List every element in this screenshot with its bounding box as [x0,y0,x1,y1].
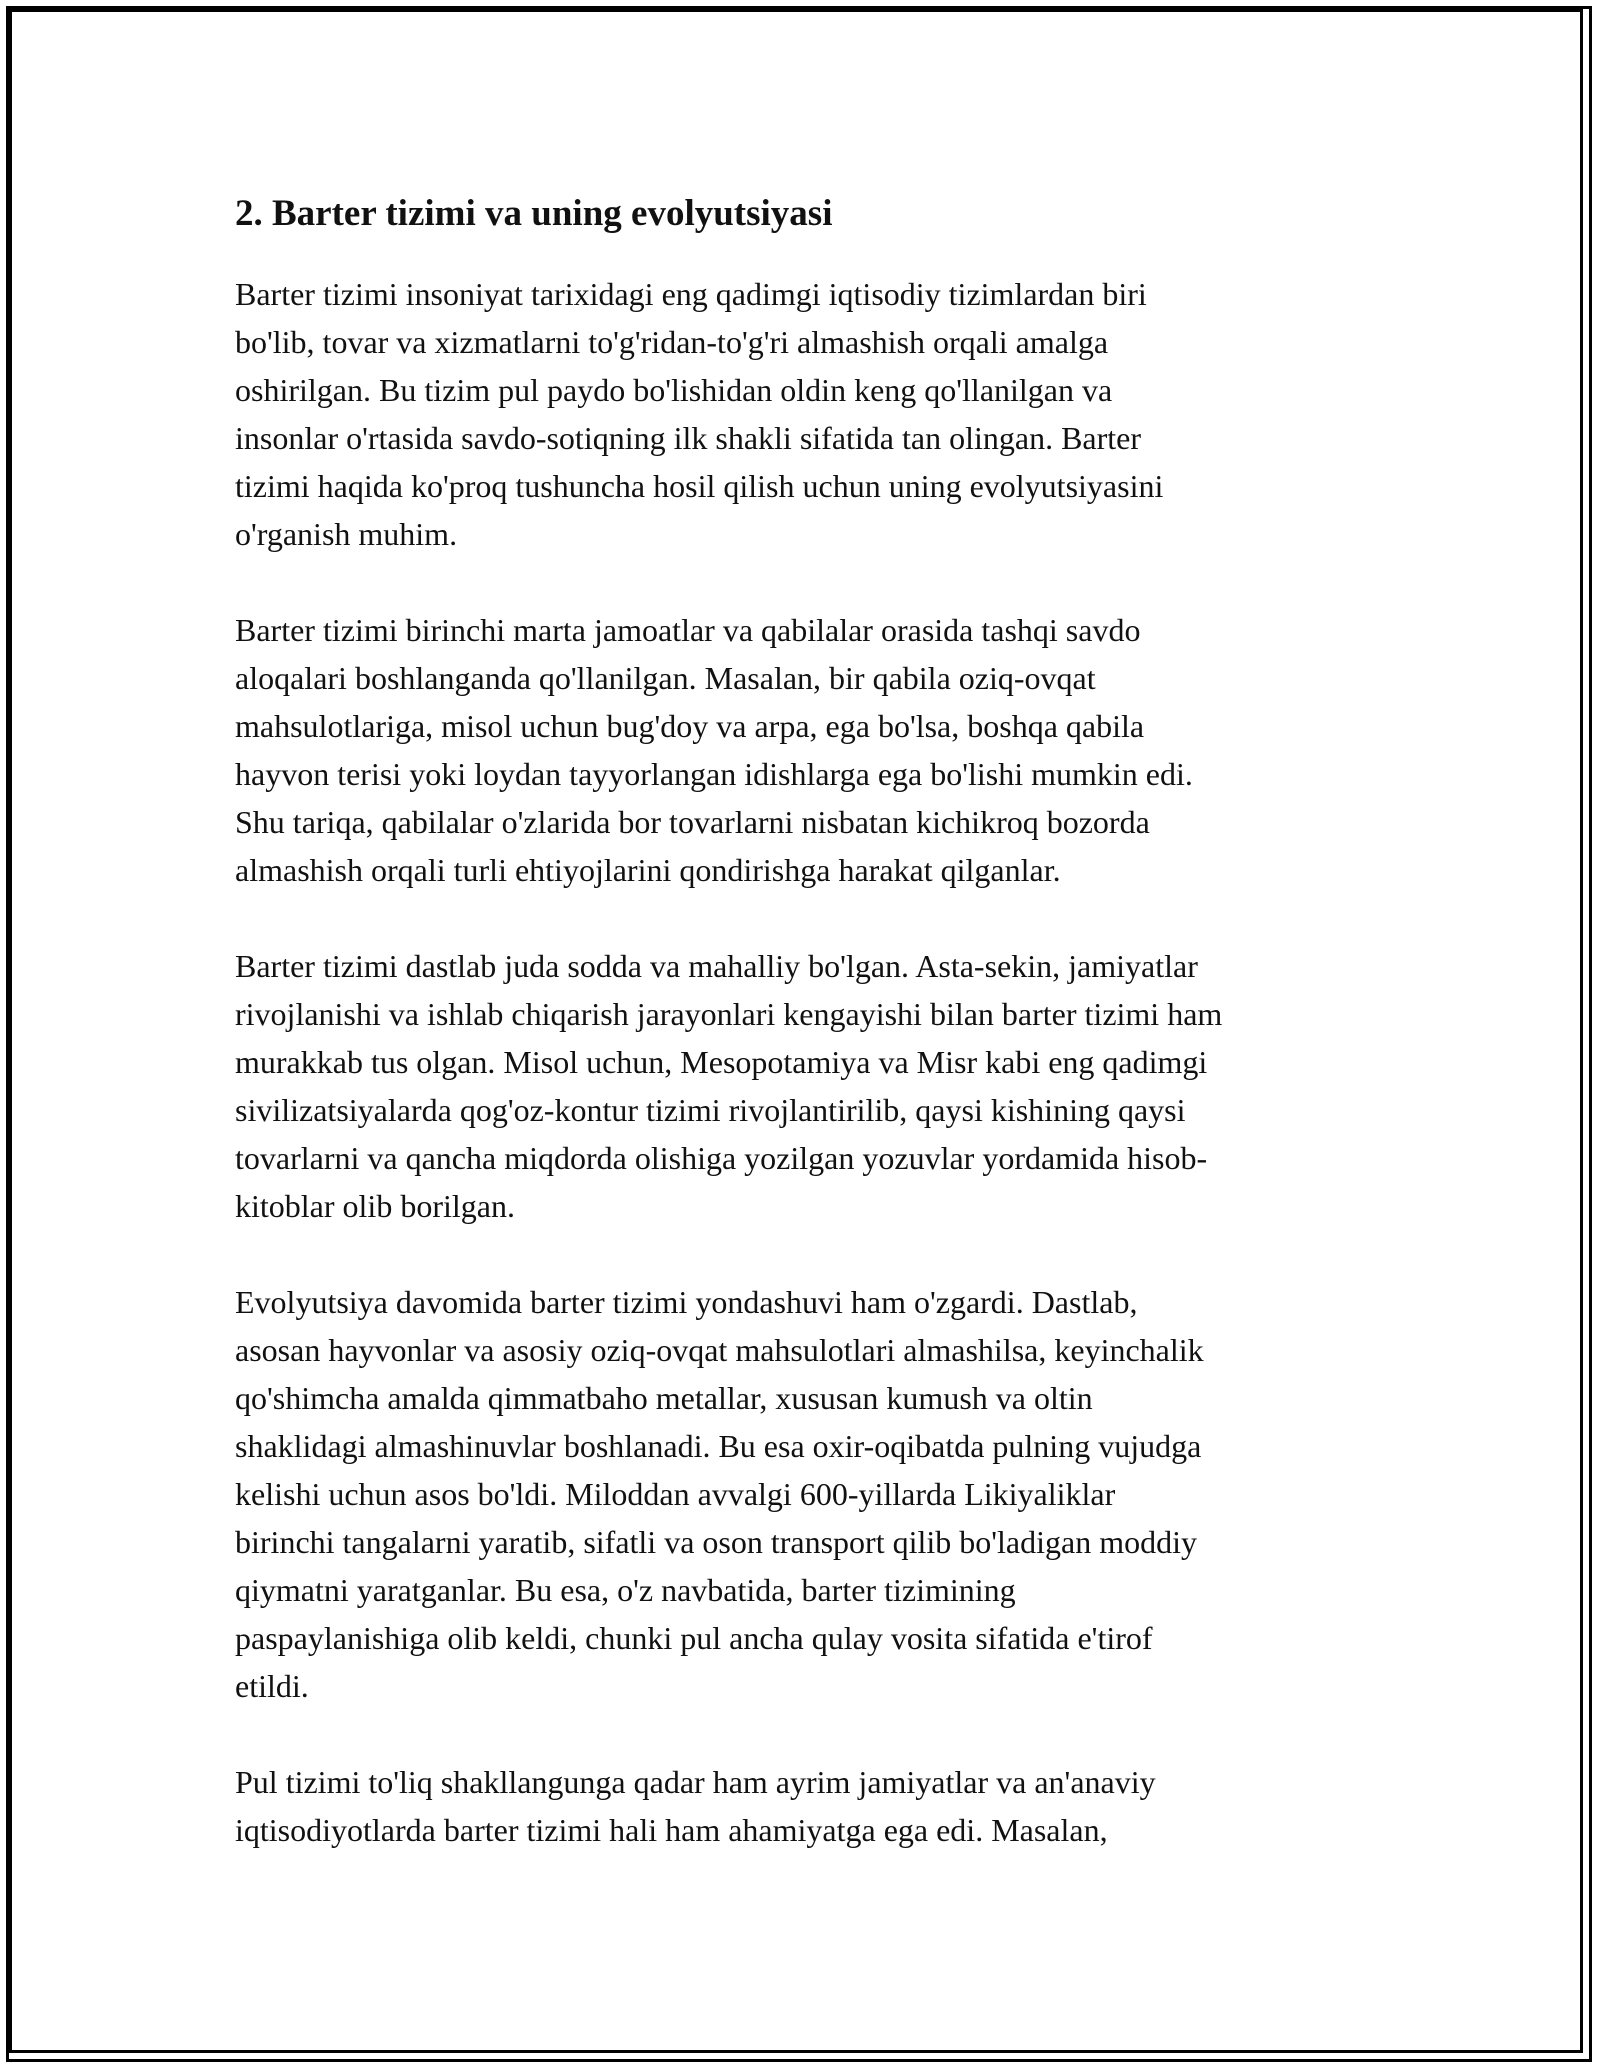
paragraph-4: Evolyutsiya davomida barter tizimi yondashuvi ham o'zgardi. Dastlab, asosan hayvonlar va asosiy oziq-ovqat mahsulotlari almashilsa, keyinchalik qo'shimcha amalda qimmatbaho metallar, xususan kumush va oltin shaklidagi almashinuvlar boshlanadi. Bu esa oxir-oqibatda pulning vujudga kelishi uchun asos bo'ldi. Miloddan avvalgi 600-yillarda Likiyaliklar birinchi tangalarni yaratib, sifatli va oson transport qilib bo'ladigan moddiy qiymatni yaratganlar. Bu esa, o'z navbatida, barter tizimining paspaylanishiga olib keldi, chunki pul ancha qulay vosita sifatida e'tirof etildi. [235,1284,1204,1704]
paragraph-3: Barter tizimi dastlab juda sodda va mahalliy bo'lgan. Asta-sekin, jamiyatlar rivojlanishi va ishlab chiqarish jarayonlari kengayishi bilan barter tizimi ham murakkab tus olgan. Misol uchun, Mesopotamiya va Misr kabi eng qadimgi sivilizatsiyalarda qog'oz-kontur tizimi rivojlantirilib, qaysi kishining qaysi tovarlarni va qancha miqdorda olishiga yozilgan yozuvlar yordamida hisob- kitoblar olib borilgan. [235,948,1223,1224]
section-title: 2. Barter tizimi va uning evolyutsiyasi [235,193,833,234]
paragraph-5: Pul tizimi to'liq shakllangunga qadar ham ayrim jamiyatlar va an'anaviy iqtisodiyotlarda barter tizimi hali ham ahamiyatga ega edi. Masalan, [235,1764,1156,1848]
paragraph-1: Barter tizimi insoniyat tarixidagi eng qadimgi iqtisodiy tizimlardan biri bo'lib, tovar va xizmatlarni to'g'ridan-to'g'ri almashish orqali amalga oshirilgan. Bu tizim pul paydo bo'lishidan oldin keng qo'llanilgan va insonlar o'rtasida savdo-sotiqning ilk shakli sifatida tan olingan. Barter tizimi haqida ko'proq tushuncha hosil qilish uchun uning evolyutsiyasini o'rganish muhim. [235,276,1164,552]
document-body [235,188,1385,1902]
paragraph-2: Barter tizimi birinchi marta jamoatlar va qabilalar orasida tashqi savdo aloqalari boshlanganda qo'llanilgan. Masalan, bir qabila oziq-ovqat mahsulotlariga, misol uchun bug'doy va arpa, ega bo'lsa, boshqa qabila hayvon terisi yoki loydan tayyorlangan idishlarga ega bo'lishi mumkin edi. Shu tariqa, qabilalar o'zlarida bor tovarlarni nisbatan kichikroq bozorda almashish orqali turli ehtiyojlarini qondirishga harakat qilganlar. [235,612,1193,888]
